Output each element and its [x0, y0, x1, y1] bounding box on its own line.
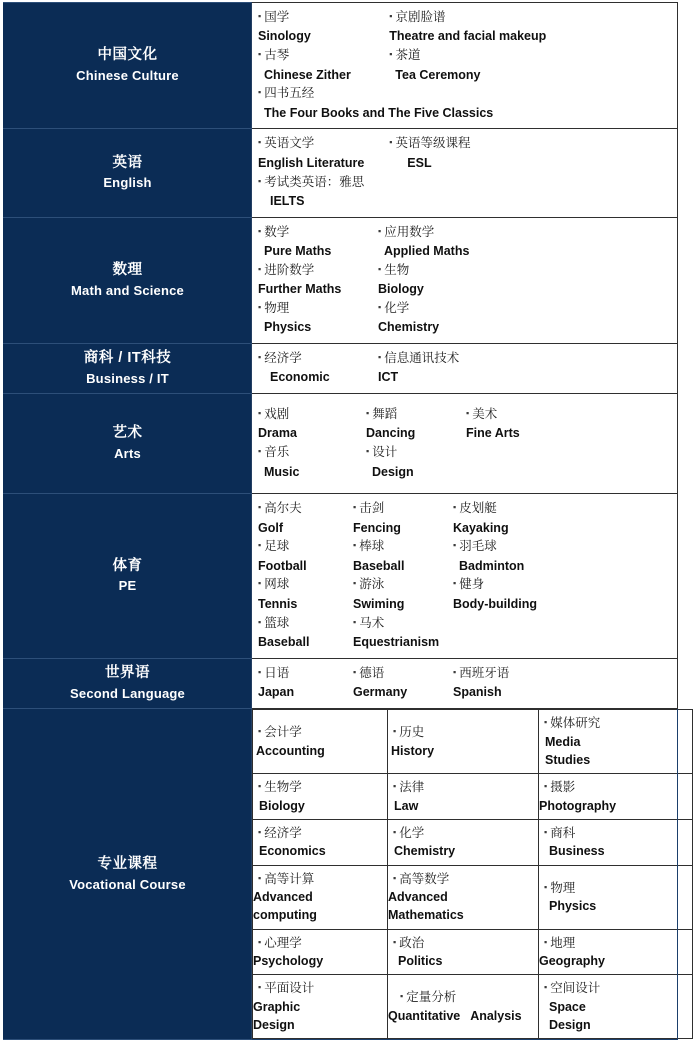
subject-en: Music	[264, 464, 300, 479]
subject-en: ESL	[407, 155, 432, 170]
category-label-cn: 中国文化	[97, 47, 158, 64]
category-label-en: Chinese Culture	[76, 68, 179, 84]
category-chinese-culture	[4, 3, 252, 129]
subject-cn: ▪ 篮球	[258, 614, 345, 633]
subject-en: Geography	[539, 954, 605, 969]
category-label-cn: 英语	[112, 154, 143, 171]
subject-en: Sinology	[258, 29, 311, 44]
subject-item	[347, 664, 447, 702]
subject-line	[252, 537, 677, 575]
subject-en: Photography	[539, 798, 617, 813]
subject-cn: ▪ 摄影	[539, 778, 692, 797]
subject-cn: ▪ 空间设计	[539, 979, 692, 998]
category-vocational-course	[4, 708, 252, 1040]
subject-line	[252, 299, 677, 337]
category-business-it	[4, 344, 252, 394]
vocational-cell	[253, 819, 388, 865]
category-label-en: Business / IT	[86, 371, 169, 387]
subject-cell-second-language	[252, 658, 678, 708]
subject-cn: ▪ 古琴	[258, 46, 381, 65]
vocational-cell	[539, 865, 693, 929]
subject-cn: ▪ 生物	[378, 261, 670, 280]
subject-item	[252, 134, 383, 172]
vocational-cell	[253, 975, 388, 1039]
subject-en: Fencing	[353, 520, 401, 535]
subject-item	[347, 499, 447, 537]
vocational-cell	[539, 975, 693, 1039]
subject-cn: ▪ 网球	[258, 575, 345, 594]
category-arts	[4, 394, 252, 494]
category-label-en: Second Language	[70, 685, 185, 701]
subject-line	[252, 84, 677, 122]
vocational-grid	[252, 709, 693, 1040]
category-label-en: Arts	[114, 446, 141, 462]
subject-cn: ▪ 击剑	[353, 499, 445, 518]
vocational-cell	[388, 773, 539, 819]
vocational-row	[253, 709, 693, 773]
subject-cell-vocational-course	[252, 708, 678, 1040]
vocational-row	[253, 865, 693, 929]
subject-en: Chemistry	[394, 844, 456, 859]
subject-cn: ▪ 设计	[366, 443, 458, 462]
category-label-cn: 艺术	[112, 425, 143, 442]
subject-item	[252, 349, 372, 387]
subject-en: Japan	[258, 685, 295, 699]
category-pe	[4, 494, 252, 659]
subject-item	[360, 443, 460, 481]
vocational-cell	[253, 929, 388, 975]
vocational-row	[253, 929, 693, 975]
subject-en: Politics	[398, 954, 443, 969]
subject-en: Graphic Design	[253, 1000, 301, 1033]
subject-en: Space Design	[549, 1000, 591, 1033]
subject-grid	[252, 134, 677, 210]
subject-en: Baseball	[353, 558, 405, 573]
subject-en: Law	[394, 798, 419, 813]
subject-cn: ▪ 进阶数学	[258, 261, 370, 280]
category-label-en: Math and Science	[70, 282, 184, 298]
category-english	[4, 129, 252, 217]
subject-en: Theatre and facial makeup	[389, 29, 547, 44]
subject-cn: ▪ 英语文学	[258, 134, 381, 153]
subject-en: Fine Arts	[466, 426, 520, 441]
subject-cn: ▪ 政治	[388, 934, 538, 953]
subject-cn: ▪ 四书五经	[258, 84, 493, 103]
subject-en: Accounting	[256, 743, 325, 758]
subject-en: Media Studies	[545, 734, 591, 767]
subject-item	[383, 8, 677, 46]
category-label-cn: 世界语	[105, 664, 150, 681]
category-second-language	[4, 658, 252, 708]
curriculum-table	[3, 2, 678, 1040]
subject-item	[252, 84, 495, 122]
category-math-and-science	[4, 217, 252, 343]
subject-item	[372, 349, 672, 387]
subject-cn: ▪ 经济学	[258, 349, 370, 368]
vocational-cell	[539, 929, 693, 975]
subject-en: Economics	[259, 844, 326, 859]
subject-en: Body-building	[453, 596, 538, 611]
category-label-cn: 商科 / IT科技	[83, 350, 172, 367]
subject-item	[252, 664, 347, 702]
vocational-cell	[253, 709, 388, 773]
category-label-cn: 体育	[112, 557, 143, 574]
subject-en: Physics	[264, 320, 312, 335]
subject-en: Equestrianism	[353, 634, 440, 649]
table-row	[4, 217, 678, 343]
subject-cn: ▪ 德语	[353, 664, 445, 683]
subject-cn: ▪ 心理学	[253, 934, 387, 953]
table-row	[4, 3, 678, 129]
subject-cn: ▪ 信息通讯技术	[378, 349, 670, 368]
subject-en: ICT	[378, 370, 399, 385]
subject-en: IELTS	[270, 193, 305, 208]
subject-cn: ▪ 经济学	[253, 824, 387, 843]
vocational-row	[253, 975, 693, 1039]
subject-en: Swiming	[353, 596, 405, 611]
subject-cn: ▪ 棒球	[353, 537, 445, 556]
subject-cell-pe	[252, 494, 678, 659]
subject-en: Dancing	[366, 426, 416, 441]
subject-en: Chemistry	[378, 320, 440, 335]
subject-en: Football	[258, 558, 307, 573]
table-row	[4, 344, 678, 394]
subject-en: Kayaking	[453, 520, 509, 535]
subject-item	[252, 405, 360, 443]
subject-line	[252, 664, 677, 702]
category-label-cn: 数理	[112, 262, 143, 279]
subject-cn: ▪ 足球	[258, 537, 345, 556]
subject-cn: ▪ 健身	[453, 575, 537, 594]
subject-cn: ▪ 羽毛球	[453, 537, 524, 556]
subject-line	[252, 223, 677, 261]
subject-item	[252, 261, 372, 299]
subject-cn: ▪ 音乐	[258, 443, 358, 462]
subject-item	[252, 575, 347, 613]
subject-item	[383, 134, 677, 172]
subject-item	[347, 614, 441, 652]
subject-item	[252, 173, 366, 211]
subject-item	[252, 8, 383, 46]
subject-en: English Literature	[258, 155, 365, 170]
subject-cn: ▪ 平面设计	[253, 979, 387, 998]
subject-line	[252, 8, 677, 46]
subject-cn: ▪ 日语	[258, 664, 345, 683]
subject-item	[447, 575, 539, 613]
vocational-cell	[539, 819, 693, 865]
subject-cn: ▪ 化学	[378, 299, 670, 318]
subject-en: Baseball	[258, 634, 310, 649]
subject-item	[447, 499, 511, 537]
subject-line	[252, 575, 677, 613]
table-row	[4, 708, 678, 1040]
subject-grid	[252, 349, 677, 387]
category-label-en: PE	[118, 578, 137, 594]
subject-cn: ▪ 法律	[388, 778, 538, 797]
subject-cn: ▪ 物理	[258, 299, 370, 318]
subject-cn: ▪ 国学	[258, 8, 381, 27]
subject-cn: ▪ 会计学	[253, 723, 387, 742]
subject-en: Badminton	[459, 558, 525, 573]
subject-line	[252, 261, 677, 299]
subject-cn: ▪ 定量分析	[388, 988, 538, 1007]
subject-cn: ▪ 美术	[466, 405, 520, 424]
vocational-cell	[388, 709, 539, 773]
subject-en: Physics	[549, 899, 597, 914]
subject-item	[252, 223, 372, 261]
subject-item	[360, 405, 460, 443]
subject-cn: ▪ 应用数学	[378, 223, 670, 242]
subject-cn: ▪ 高等数学	[388, 870, 538, 889]
table-row	[4, 658, 678, 708]
subject-cn: ▪ 皮划艇	[453, 499, 509, 518]
subject-cn: ▪ 高尔夫	[258, 499, 345, 518]
subject-cn: ▪ 商科	[539, 824, 692, 843]
subject-cn: ▪ 物理	[539, 879, 692, 898]
subject-cell-business-it	[252, 344, 678, 394]
subject-item	[252, 614, 347, 652]
subject-grid	[252, 664, 677, 702]
subject-en: Spanish	[453, 685, 502, 699]
subject-en: Tea Ceremony	[395, 67, 481, 82]
subject-cn: ▪ 考试类英语：雅思	[258, 173, 364, 192]
subject-en: Drama	[258, 426, 297, 441]
subject-cn: ▪ 英语等级课程	[389, 134, 675, 153]
subject-en: Golf	[258, 520, 283, 535]
vocational-row	[253, 773, 693, 819]
table-row	[4, 129, 678, 217]
subject-cn: ▪ 京剧脸谱	[389, 8, 675, 27]
subject-cn: ▪ 高等计算	[253, 870, 387, 889]
category-label-en: English	[103, 175, 152, 191]
vocational-cell	[388, 929, 539, 975]
subject-en: Economic	[270, 370, 330, 385]
subject-item	[252, 299, 372, 337]
subject-en: The Four Books and The Five Classics	[264, 105, 494, 120]
subject-cn: ▪ 舞蹈	[366, 405, 458, 424]
subject-item	[372, 299, 672, 337]
subject-cn: ▪ 游泳	[353, 575, 445, 594]
subject-item	[383, 46, 677, 84]
subject-item	[372, 223, 672, 261]
subject-cn: ▪ 茶道	[389, 46, 675, 65]
subject-line	[252, 46, 677, 84]
subject-grid	[252, 405, 677, 481]
subject-cn: ▪ 马术	[353, 614, 439, 633]
vocational-cell	[539, 773, 693, 819]
subject-en: Further Maths	[258, 282, 342, 297]
subject-cn: ▪ 历史	[388, 723, 538, 742]
vocational-cell	[253, 865, 388, 929]
subject-cell-arts	[252, 394, 678, 494]
subject-en: Advanced Mathematics	[388, 890, 464, 923]
subject-cn: ▪ 西班牙语	[453, 664, 509, 683]
subject-en: Biology	[259, 798, 305, 813]
subject-line	[252, 173, 677, 211]
subject-line	[252, 499, 677, 537]
subject-en: Germany	[353, 685, 408, 699]
subject-line	[252, 405, 677, 443]
subject-en: Chinese Zither	[264, 67, 351, 82]
vocational-cell	[253, 773, 388, 819]
category-label-cn: 专业课程	[97, 855, 158, 872]
subject-cn: ▪ 生物学	[253, 778, 387, 797]
subject-item	[372, 261, 672, 299]
subject-item	[447, 537, 526, 575]
subject-item	[252, 537, 347, 575]
category-label-en: Vocational Course	[69, 876, 186, 892]
subject-item	[252, 46, 383, 84]
vocational-cell	[388, 865, 539, 929]
subject-item	[347, 575, 447, 613]
subject-en: Psychology	[253, 954, 324, 969]
vocational-cell	[388, 819, 539, 865]
subject-line	[252, 134, 677, 172]
subject-grid	[252, 223, 677, 337]
subject-item	[460, 405, 522, 443]
subject-cell-chinese-culture	[252, 3, 678, 129]
subject-item	[252, 443, 360, 481]
subject-cn: ▪ 化学	[388, 824, 538, 843]
subject-en: Biology	[378, 282, 424, 297]
vocational-cell	[388, 975, 539, 1039]
subject-en: Quantitative Analysis	[388, 1009, 522, 1024]
subject-en: History	[391, 743, 435, 758]
subject-cn: ▪ 地理	[539, 934, 692, 953]
subject-line	[252, 614, 677, 652]
subject-en: Business	[549, 844, 605, 859]
subject-line	[252, 443, 677, 481]
subject-en: Pure Maths	[264, 244, 332, 258]
subject-grid	[252, 499, 677, 652]
subject-cn: ▪ 数学	[258, 223, 370, 242]
subject-cn: ▪ 戏剧	[258, 405, 358, 424]
subject-line	[252, 349, 677, 387]
subject-en: Advanced computing	[253, 890, 317, 923]
subject-item	[347, 537, 447, 575]
subject-en: Applied Maths	[384, 244, 470, 258]
vocational-row	[253, 819, 693, 865]
subject-item	[447, 664, 511, 702]
subject-item	[252, 499, 347, 537]
subject-cn: ▪ 媒体研究	[539, 714, 692, 733]
subject-grid	[252, 8, 677, 122]
vocational-cell	[539, 709, 693, 773]
table-row	[4, 394, 678, 494]
subject-en: Design	[372, 464, 414, 479]
table-row	[4, 494, 678, 659]
subject-cell-english	[252, 129, 678, 217]
subject-en: Tennis	[258, 596, 298, 611]
subject-cell-math-and-science	[252, 217, 678, 343]
